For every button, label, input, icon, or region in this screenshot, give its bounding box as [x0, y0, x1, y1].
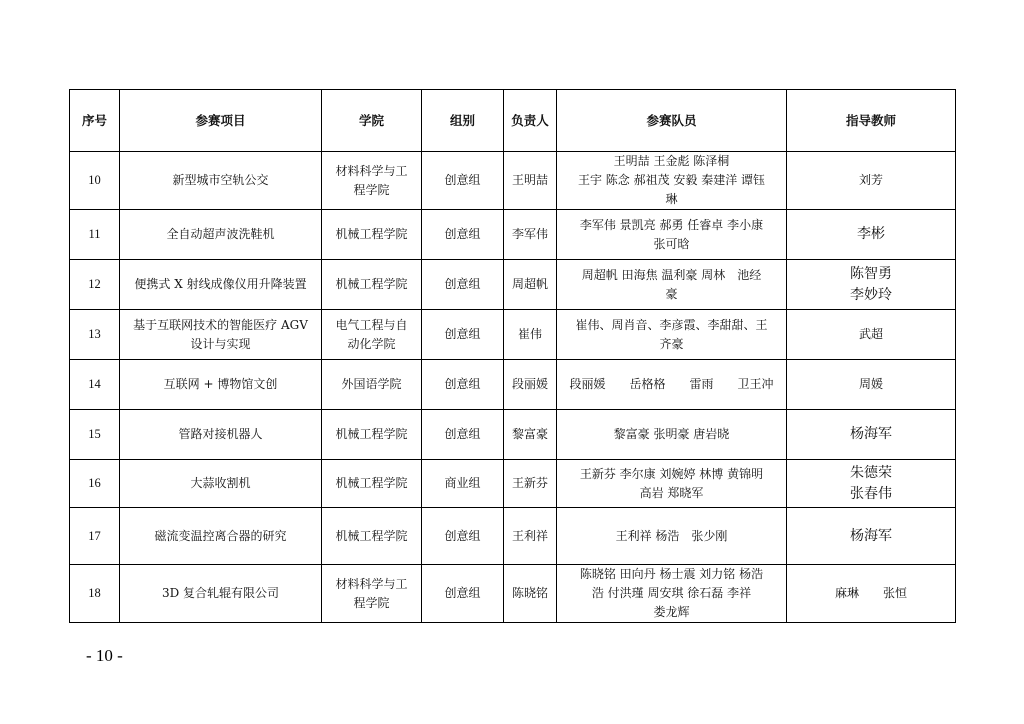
cell-members-line: 王新芬 李尔康 刘婉婷 林博 黄锦明 — [579, 466, 764, 481]
cell-leader: 崔伟 — [504, 310, 557, 360]
cell-no: 12 — [70, 260, 120, 310]
cell-project-line: 互联网 + 博物馆文创 — [163, 377, 278, 391]
cell-members — [557, 210, 787, 260]
cell-members-line: 张可晗 — [653, 236, 690, 251]
cell-members-line: 王利祥 杨浩 张少刚 — [615, 528, 728, 543]
cell-advisor-line: 李妙玲 — [850, 286, 892, 303]
cell-leader: 周超帆 — [504, 260, 557, 310]
cell-leader: 王新芬 — [504, 460, 557, 508]
cell-members-line: 周超帆 田海焦 温利豪 周林 池经 — [581, 267, 762, 282]
cell-college — [322, 410, 422, 460]
cell-advisor — [787, 460, 956, 508]
cell-no: 13 — [70, 310, 120, 360]
cell-advisor — [787, 152, 956, 210]
cell-project-line: 磁流变温控离合器的研究 — [154, 528, 287, 543]
cell-group: 创意组 — [422, 210, 504, 260]
cell-college — [322, 210, 422, 260]
cell-college — [322, 460, 422, 508]
cell-no: 17 — [70, 508, 120, 565]
cell-advisor-line: 周媛 — [858, 377, 883, 391]
cell-group: 创意组 — [422, 260, 504, 310]
cell-project — [120, 210, 322, 260]
cell-members-line: 王宇 陈念 郝祖茂 安毅 秦建洋 谭钰 — [577, 173, 766, 187]
table-row — [70, 460, 956, 508]
cell-project — [120, 360, 322, 410]
cell-members — [557, 508, 787, 565]
cell-college — [322, 565, 422, 623]
cell-project — [120, 565, 322, 623]
cell-leader: 陈晓铭 — [504, 565, 557, 623]
cell-members — [557, 360, 787, 410]
cell-leader: 段丽媛 — [504, 360, 557, 410]
cell-members-line: 浩 付洪瑾 周安琪 徐石磊 李祥 — [591, 586, 752, 600]
cell-college-line: 外国语学院 — [341, 377, 402, 391]
cell-college — [322, 260, 422, 310]
cell-advisor-line: 武超 — [858, 327, 883, 341]
cell-group: 创意组 — [422, 310, 504, 360]
table-row — [70, 410, 956, 460]
cell-members-line: 黎富豪 张明豪 唐岩晓 — [613, 427, 730, 441]
cell-group: 创意组 — [422, 152, 504, 210]
cell-advisor-line: 陈智勇 — [850, 265, 892, 282]
cell-advisor — [787, 410, 956, 460]
table-row — [70, 152, 956, 210]
competition-table — [69, 89, 956, 623]
cell-no: 10 — [70, 152, 120, 210]
header-row — [70, 90, 956, 152]
cell-members-line: 陈晓铭 田向丹 杨士震 刘力铭 杨浩 — [579, 567, 764, 581]
header-college: 学院 — [322, 90, 422, 152]
table-row — [70, 360, 956, 410]
cell-project-line: 新型城市空轨公交 — [172, 173, 269, 187]
cell-group: 创意组 — [422, 508, 504, 565]
cell-advisor-line: 张春伟 — [850, 485, 892, 502]
cell-project — [120, 152, 322, 210]
table-row — [70, 565, 956, 623]
cell-members — [557, 410, 787, 460]
cell-members-line: 王明喆 王金彪 陈泽桐 — [613, 154, 730, 168]
cell-members-line: 豪 — [665, 286, 678, 301]
header-advisor: 指导教师 — [787, 90, 956, 152]
cell-no: 11 — [70, 210, 120, 260]
cell-members-line: 崔伟、周肖音、李彦霞、李甜甜、王 — [575, 317, 768, 332]
table-row — [70, 310, 956, 360]
table-row — [70, 210, 956, 260]
cell-project-line: 全自动超声波洗鞋机 — [166, 227, 275, 241]
cell-advisor — [787, 508, 956, 565]
cell-project-line: 基于互联网技术的智能医疗 AGV — [133, 317, 308, 332]
cell-advisor — [787, 360, 956, 410]
cell-group: 创意组 — [422, 410, 504, 460]
table-row — [70, 260, 956, 310]
cell-project — [120, 260, 322, 310]
cell-college — [322, 152, 422, 210]
cell-college-line: 程学院 — [353, 182, 390, 197]
cell-advisor-line: 杨海军 — [850, 426, 892, 442]
cell-no: 18 — [70, 565, 120, 623]
cell-no: 16 — [70, 460, 120, 508]
cell-college-line: 机械工程学院 — [335, 528, 408, 543]
cell-advisor-line: 朱德荣 — [850, 464, 892, 481]
header-project: 参赛项目 — [120, 90, 322, 152]
cell-no: 15 — [70, 410, 120, 460]
cell-project-line: 便携式 X 射线成像仪用升降装置 — [134, 277, 307, 291]
cell-project-line: 大蒜收割机 — [190, 476, 251, 490]
cell-college-line: 程学院 — [353, 595, 390, 610]
cell-advisor — [787, 210, 956, 260]
cell-project — [120, 460, 322, 508]
header-members: 参赛队员 — [557, 90, 787, 152]
cell-members — [557, 260, 787, 310]
cell-college — [322, 360, 422, 410]
cell-group: 商业组 — [422, 460, 504, 508]
cell-advisor-line: 杨海军 — [850, 527, 892, 544]
cell-members-line: 齐豪 — [659, 336, 684, 351]
cell-college-line: 动化学院 — [347, 336, 396, 351]
cell-advisor — [787, 310, 956, 360]
cell-members-line: 李军伟 景凯亮 郝勇 任睿卓 李小康 — [579, 217, 764, 232]
cell-advisor-line: 李彬 — [857, 226, 885, 242]
cell-project-line: 设计与实现 — [190, 336, 251, 351]
cell-project-line: 3D 复合轧辊有限公司 — [161, 586, 280, 600]
cell-members — [557, 152, 787, 210]
cell-advisor-line: 刘芳 — [858, 173, 883, 187]
cell-college-line: 材料科学与工 — [335, 163, 408, 178]
cell-college-line: 机械工程学院 — [335, 277, 408, 291]
table-row — [70, 508, 956, 565]
header-group: 组别 — [422, 90, 504, 152]
cell-college-line: 机械工程学院 — [335, 427, 408, 441]
cell-advisor — [787, 565, 956, 623]
cell-leader: 黎富豪 — [504, 410, 557, 460]
cell-members — [557, 460, 787, 508]
cell-college — [322, 310, 422, 360]
table-body — [70, 152, 956, 623]
cell-members — [557, 310, 787, 360]
cell-project — [120, 410, 322, 460]
cell-members-line: 琳 — [665, 192, 678, 206]
cell-college-line: 机械工程学院 — [335, 227, 408, 241]
page-number: - 10 - — [86, 646, 123, 665]
header-no: 序号 — [70, 90, 120, 152]
cell-leader: 王利祥 — [504, 508, 557, 565]
cell-members-line: 娄龙辉 — [653, 605, 690, 619]
cell-advisor-line: 麻琳 张恒 — [834, 586, 907, 600]
cell-group: 创意组 — [422, 360, 504, 410]
cell-leader: 王明喆 — [504, 152, 557, 210]
cell-group: 创意组 — [422, 565, 504, 623]
cell-college — [322, 508, 422, 565]
cell-members — [557, 565, 787, 623]
cell-college-line: 电气工程与自 — [335, 317, 408, 332]
cell-project — [120, 508, 322, 565]
cell-project — [120, 310, 322, 360]
cell-members-line: 段丽媛 岳格格 雷雨 卫王冲 — [569, 377, 774, 391]
cell-college-line: 材料科学与工 — [335, 576, 408, 591]
cell-no: 14 — [70, 360, 120, 410]
cell-project-line: 管路对接机器人 — [178, 427, 263, 441]
header-leader: 负责人 — [504, 90, 557, 152]
cell-advisor — [787, 260, 956, 310]
cell-college-line: 机械工程学院 — [335, 476, 408, 490]
cell-members-line: 高岩 郑晓军 — [639, 485, 704, 500]
cell-leader: 李军伟 — [504, 210, 557, 260]
